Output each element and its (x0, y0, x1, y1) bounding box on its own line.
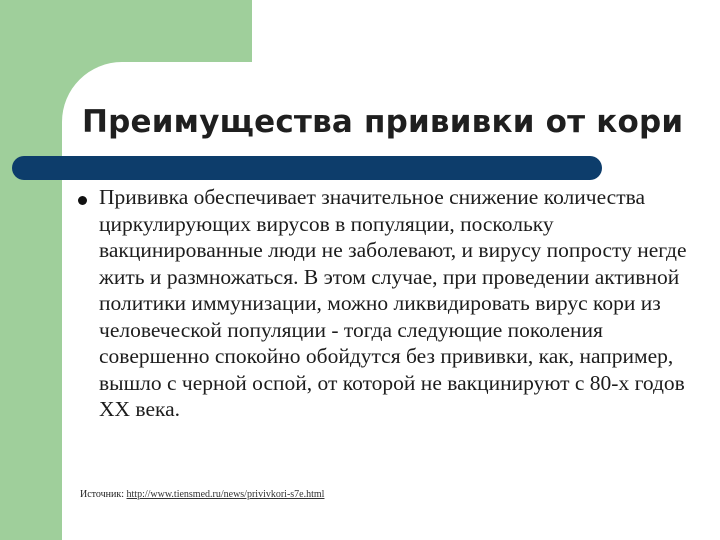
title-divider-bar (12, 156, 602, 180)
bullet-dot-icon (78, 196, 87, 205)
source-label: Источник: (80, 489, 125, 500)
slide-title: Преимущества прививки от кори (82, 104, 684, 140)
source-note (80, 489, 680, 500)
bullet-text: Прививка обеспечивает значительное снижение количества циркулирующих вирусов в популяции, поскольку вакцинированные люди не заболевают, и вирусу попросту негде жить и размножаться. В этом случае, при проведении активной политики иммунизации, можно ликвидировать вирус кори из человеческой популяции - тогда следующие поколения совершенно спокойно обойдутся без прививки, как, например, вышло с черной оспой, от которой не вакцинируют с 80-х годов XX века. (99, 185, 687, 421)
source-link[interactable]: http://www.tiensmed.ru/news/privivkori-s7e.html (126, 489, 325, 500)
